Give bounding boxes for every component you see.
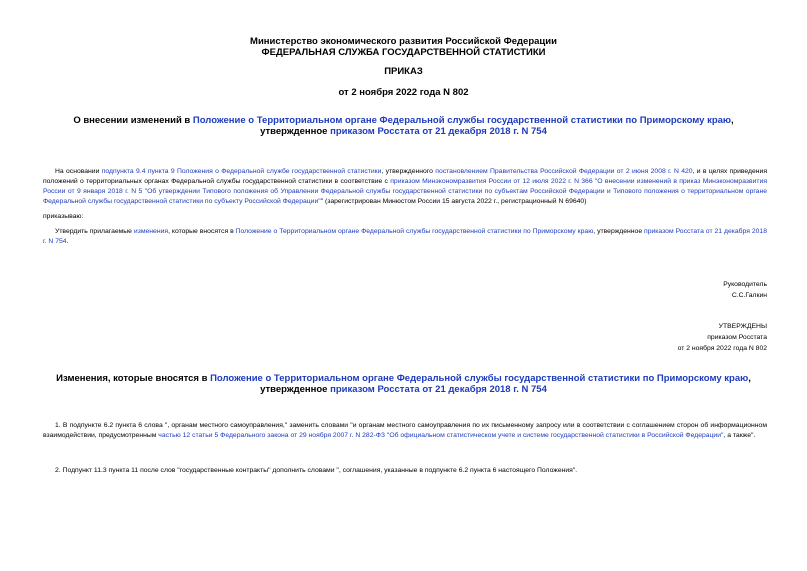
preamble-link-ministry-order[interactable]: приказом Минэкономразвития России от 12 июля 2022 г. N 366 "О внесении изменений в приказ Минэкономразвития России от 9 января 2018 г. N 5 "Об утверждении Типового положения об Управлении Федеральной службы государственной статистики по субъектам Российской Федерации и Типового положения о территориальном органе Федеральной службы государственной статистики по субъекту Российской Федерации" — [43, 178, 768, 205]
signature-role: Руководитель — [723, 281, 767, 288]
change-item-2: 2. Подпункт 11.3 пункта 11 после слов "государственные контракты" дополнить словами ", соглашения, указанные в подпункте 6.2 пункта 6 настоящего Положения". — [55, 467, 578, 474]
title-link-regulation[interactable]: Положение о Территориальном органе Федеральной службы государственной статистики по Приморскому краю — [192, 115, 732, 126]
preamble-text-2: , утвержденного — [381, 168, 436, 175]
approve-link-changes[interactable]: изменения — [133, 228, 169, 235]
order-command: приказываю: — [43, 213, 84, 220]
approved-line-2: приказом Росстата — [707, 334, 767, 341]
order-date: от 2 ноября 2022 года N 802 — [338, 87, 469, 98]
changes-title-prefix: Изменения, которые вносятся в — [56, 373, 211, 384]
signature-block — [723, 279, 767, 301]
changes-title-middle: , утвержденное — [260, 373, 751, 395]
document-title — [40, 115, 767, 137]
changes-title — [40, 373, 767, 395]
approve-text-2: , которые вносятся в — [168, 228, 236, 235]
changes-title-link-order[interactable]: приказом Росстата от 21 декабря 2018 г. N 754 — [330, 384, 547, 395]
item1-text-1: 1. В подпункте 6.2 пункта 6 слова ", органам местного самоуправления," заменить словами "и органам местного самоуправления по их письменному запросу или в соответствии с соглашением сторон об информационном взаимодействии, предусмотренным — [43, 422, 767, 439]
approve-paragraph — [43, 227, 767, 247]
item1-text-2: , а также". — [723, 432, 756, 439]
preamble-text-1: На основании — [55, 168, 102, 175]
approve-text-1: Утвердить прилагаемые — [55, 228, 134, 235]
title-link-order[interactable]: приказом Росстата от 21 декабря 2018 г. N 754 — [330, 126, 547, 137]
preamble-link-regulation[interactable]: подпункта 9.4 пункта 9 Положения о Федеральной службе государственной статистики — [101, 168, 382, 175]
approve-text-3: , утвержденное — [593, 228, 645, 235]
approve-link-regulation[interactable]: Положение о Территориальном органе Федеральной службы государственной статистики по Приморскому краю — [235, 228, 594, 235]
preamble-text-4: " (зарегистрирован Минюстом России 15 августа 2022 г., регистрационный N 69640) — [320, 198, 587, 205]
approved-line-1: УТВЕРЖДЕНЫ — [718, 323, 767, 330]
title-middle: , утвержденное — [260, 115, 734, 137]
approved-block — [678, 321, 767, 354]
title-prefix: О внесении изменений в — [73, 115, 193, 126]
document-header — [0, 36, 807, 58]
approve-link-order[interactable]: приказом Росстата от 21 декабря 2018 г. N 754 — [43, 228, 767, 245]
change-item-1 — [43, 421, 767, 441]
approve-text-4: . — [66, 238, 69, 245]
changes-title-link-regulation[interactable]: Положение о Территориальном органе Федеральной службы государственной статистики по Приморскому краю — [210, 373, 749, 384]
preamble-text-3: , и в целях приведения положений о территориальных органах Федеральной службы государственной статистики в соответствие с — [43, 168, 768, 185]
service-name: ФЕДЕРАЛЬНАЯ СЛУЖБА ГОСУДАРСТВЕННОЙ СТАТИСТИКИ — [261, 47, 546, 58]
order-word: ПРИКАЗ — [384, 66, 423, 77]
item1-link-federal-law[interactable]: частью 12 статьи 5 Федерального закона от 29 ноября 2007 г. N 282-ФЗ "Об официальном статистическом учете и системе государственной статистики в Российской Федерации" — [158, 432, 724, 439]
approved-line-3: от 2 ноября 2022 года N 802 — [677, 345, 767, 352]
ministry-name: Министерство экономического развития Российской Федерации — [250, 36, 557, 47]
signature-name: С.С.Галкин — [731, 292, 767, 299]
preamble-paragraph — [43, 167, 767, 207]
preamble-link-government-decree[interactable]: постановлением Правительства Российской Федерации от 2 июня 2008 г. N 420 — [435, 168, 693, 175]
